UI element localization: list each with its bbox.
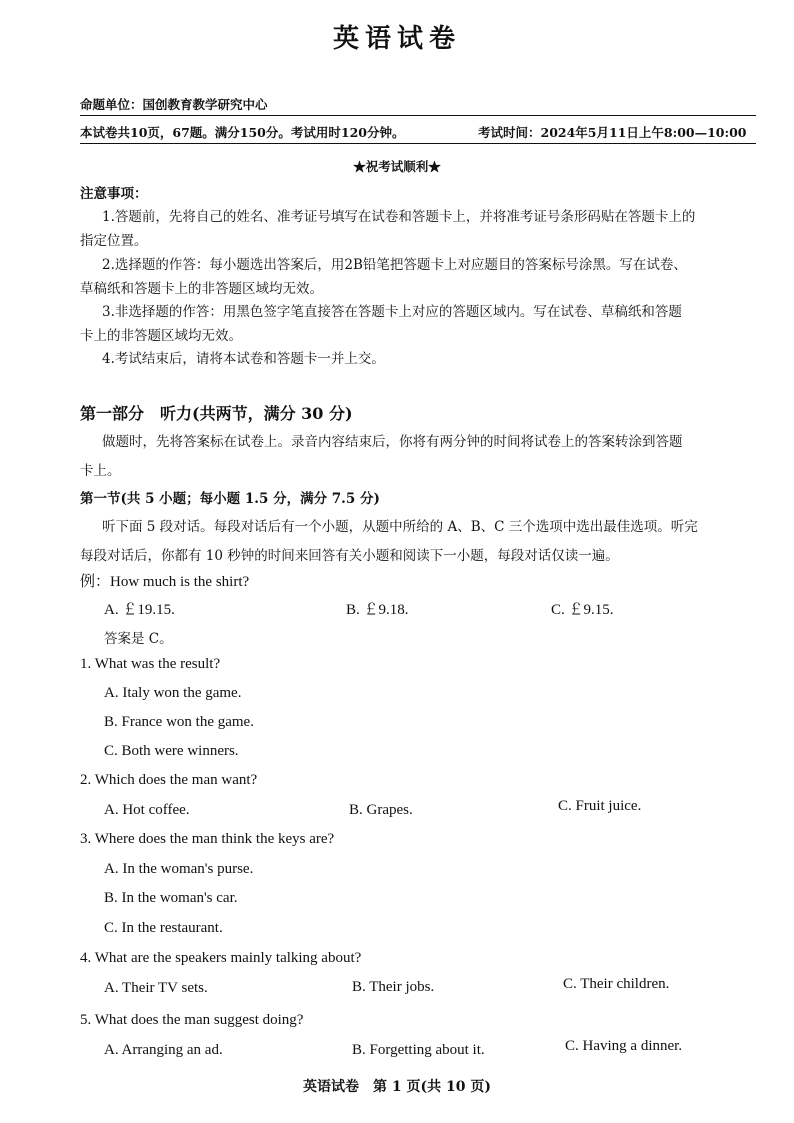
question-4-option-a: A. Their TV sets. bbox=[104, 980, 208, 996]
part-one-intro: 卡上。 bbox=[80, 463, 121, 479]
question-1-option-b: B. France won the game. bbox=[104, 714, 254, 730]
question-5-option-a: A. Arranging an ad. bbox=[104, 1042, 223, 1058]
notice-item: 指定位置。 bbox=[80, 233, 148, 249]
example-option-b: B. ￡9.18. bbox=[346, 602, 409, 618]
question-3-option-a: A. In the woman's purse. bbox=[104, 861, 254, 877]
question-5-option-c: C. Having a dinner. bbox=[565, 1038, 683, 1054]
header-divider-top bbox=[80, 115, 756, 116]
page-footer: 英语试卷 第 1 页(共 10 页) bbox=[303, 1079, 491, 1095]
question-3-option-c: C. In the restaurant. bbox=[104, 920, 223, 936]
page-title: 英语试卷 bbox=[332, 24, 461, 54]
question-5-stem: 5. What does the man suggest doing? bbox=[80, 1012, 304, 1028]
question-2-option-a: A. Hot coffee. bbox=[104, 802, 190, 818]
example-option-a: A. ￡19.15. bbox=[104, 602, 175, 618]
issuing-unit: 命题单位：国创教育教学研究中心 bbox=[80, 97, 268, 112]
question-3-option-b: B. In the woman's car. bbox=[104, 890, 238, 906]
example-question: 例：How much is the shirt? bbox=[80, 574, 250, 590]
notice-item: 1.答题前，先将自己的姓名、准考证号填写在试卷和答题卡上，并将准考证号条形码贴在答题卡上的 bbox=[102, 209, 696, 225]
question-3-stem: 3. Where does the man think the keys are? bbox=[80, 831, 335, 847]
question-2-option-b: B. Grapes. bbox=[349, 802, 413, 818]
question-1-option-c: C. Both were winners. bbox=[104, 743, 239, 759]
exam-time: 考试时间：2024年5月11日上午8:00—10:00 bbox=[478, 125, 747, 140]
question-4-option-c: C. Their children. bbox=[563, 976, 670, 992]
good-luck-banner: ★祝考试顺利★ bbox=[353, 159, 441, 174]
notice-item: 卡上的非答题区域均无效。 bbox=[80, 328, 242, 344]
question-2-option-c: C. Fruit juice. bbox=[558, 798, 642, 814]
part-one-title: 第一部分 听力(共两节，满分 30 分) bbox=[80, 404, 353, 423]
notice-heading: 注意事项： bbox=[80, 186, 148, 202]
question-1-stem: 1. What was the result? bbox=[80, 656, 221, 672]
exam-info: 本试卷共10页，67题。满分150分。考试用时120分钟。 bbox=[80, 125, 405, 140]
section-one-title: 第一节(共 5 小题；每小题 1.5 分，满分 7.5 分) bbox=[80, 491, 380, 507]
notice-item: 草稿纸和答题卡上的非答题区域均无效。 bbox=[80, 281, 323, 297]
question-1-option-a: A. Italy won the game. bbox=[104, 685, 242, 701]
question-4-stem: 4. What are the speakers mainly talking about? bbox=[80, 950, 362, 966]
section-one-intro: 每段对话后，你都有 10 秒钟的时间来回答有关小题和阅读下一小题，每段对话仅读一遍。 bbox=[80, 548, 619, 564]
notice-item: 4.考试结束后，请将本试卷和答题卡一并上交。 bbox=[102, 351, 385, 367]
question-4-option-b: B. Their jobs. bbox=[352, 979, 435, 995]
part-one-intro: 做题时，先将答案标在试卷上。录音内容结束后，你将有两分钟的时间将试卷上的答案转涂到答题 bbox=[102, 434, 683, 450]
question-5-option-b: B. Forgetting about it. bbox=[352, 1042, 485, 1058]
section-one-intro: 听下面 5 段对话。每段对话后有一个小题，从题中所给的 A、B、C 三个选项中选出最佳选项。听完 bbox=[102, 519, 698, 535]
question-2-stem: 2. Which does the man want? bbox=[80, 772, 258, 788]
notice-item: 2.选择题的作答：每小题选出答案后，用2B铅笔把答题卡上对应题目的答案标号涂黑。写在试卷、 bbox=[102, 257, 687, 273]
example-answer: 答案是 C。 bbox=[104, 631, 173, 647]
notice-item: 3.非选择题的作答：用黑色签字笔直接答在答题卡上对应的答题区域内。写在试卷、草稿纸和答题 bbox=[102, 304, 682, 320]
header-divider-bottom bbox=[80, 143, 756, 144]
example-option-c: C. ￡9.15. bbox=[551, 602, 614, 618]
